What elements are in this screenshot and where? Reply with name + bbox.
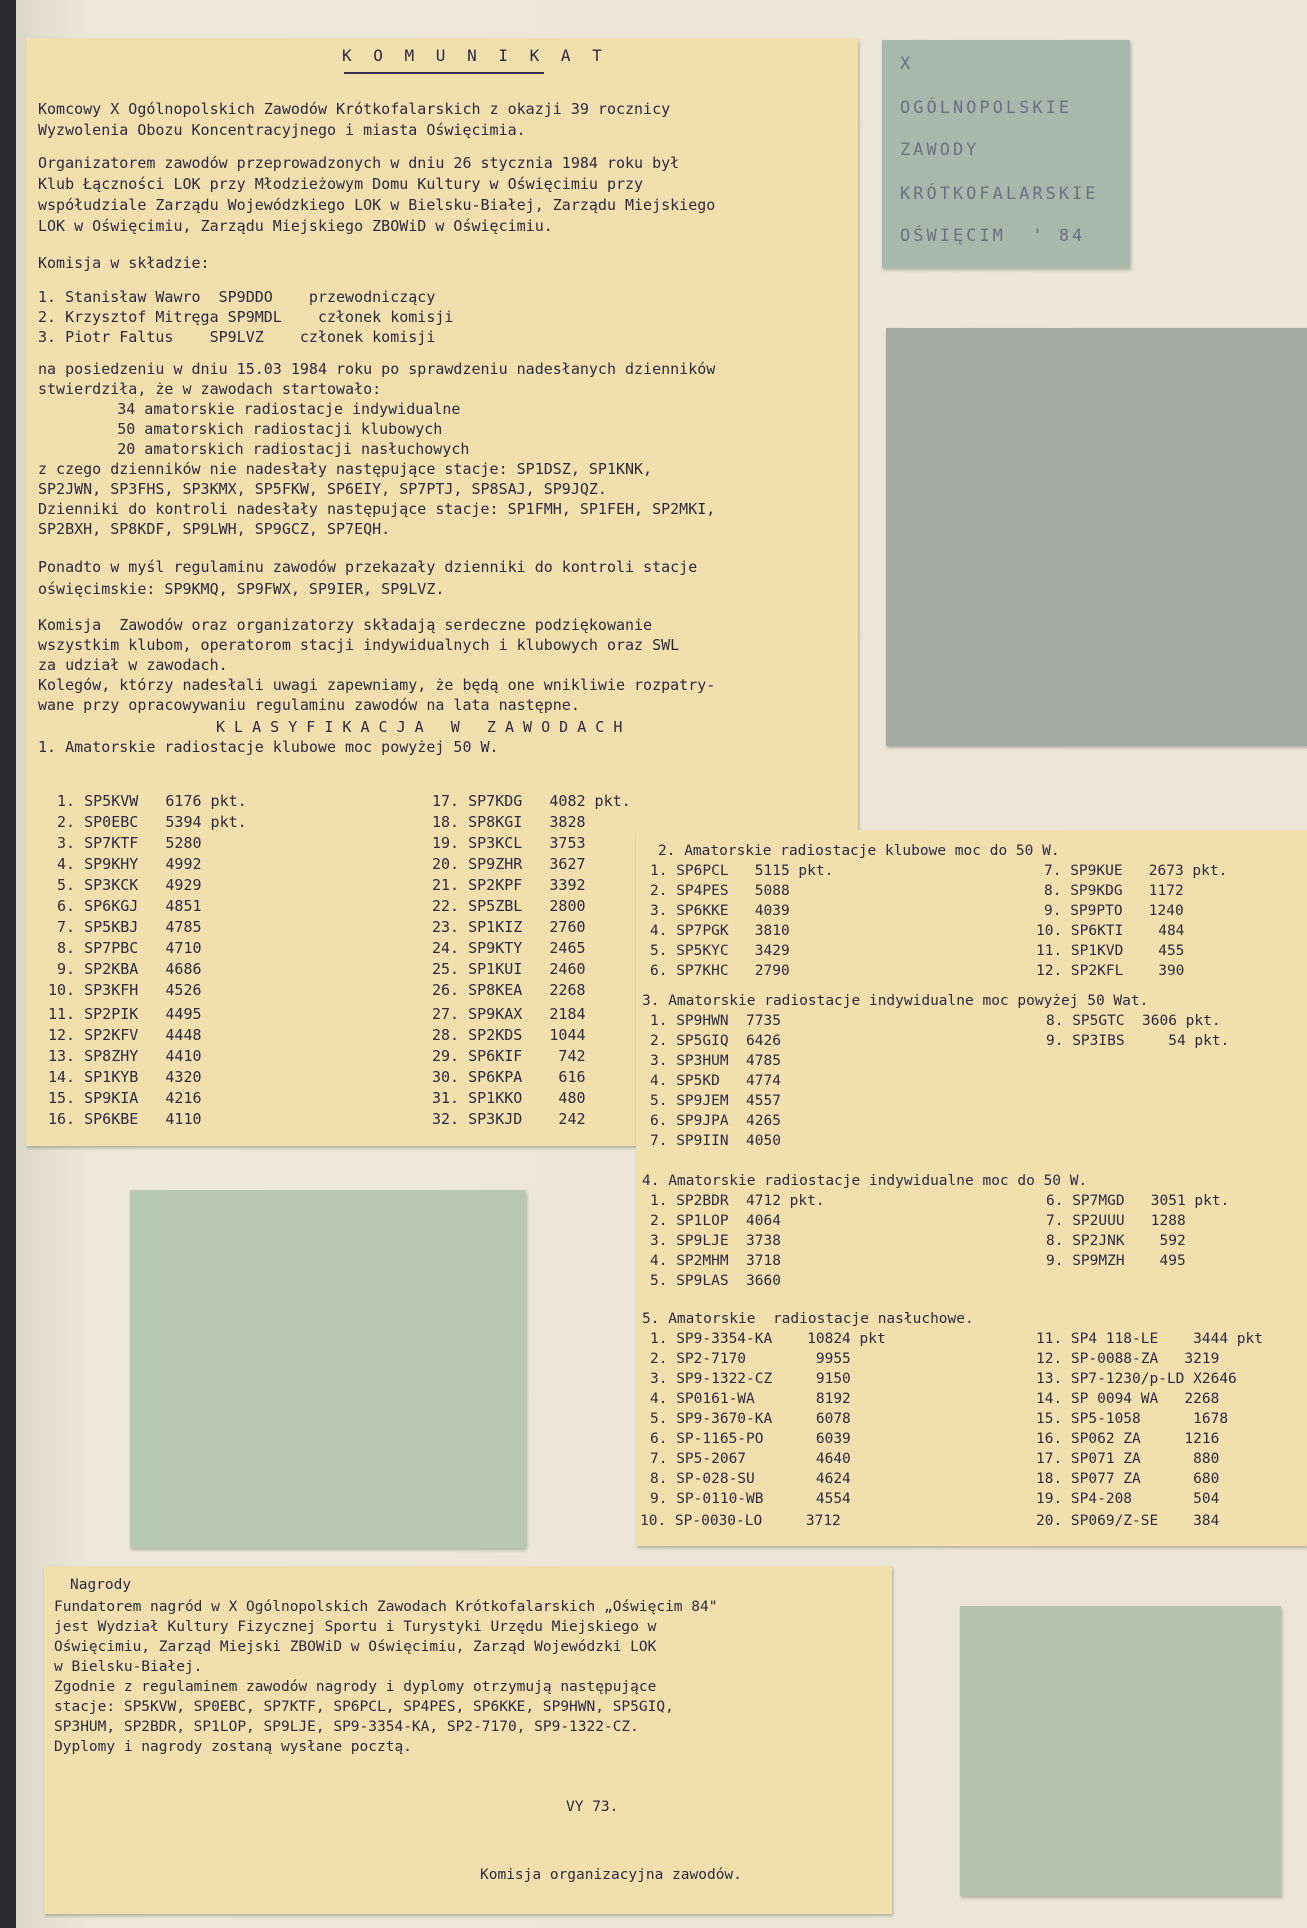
cat1-entry: 28. SP2KDS 1044 <box>432 1026 586 1044</box>
category-3-heading: 3. Amatorskie radiostacje indywidualne moc powyżej 50 Wat. <box>642 993 1149 1009</box>
cat3-entry: 5. SP9JEM 4557 <box>650 1093 781 1109</box>
thanks-line: Komisja Zawodów oraz organizatorzy składają serdeczne podziękowanie <box>38 616 653 634</box>
findings-line: 20 amatorskich radiostacji nasłuchowych <box>54 440 470 458</box>
overprint-line: X <box>900 54 914 74</box>
cat5-entry: 8. SP-028-SU 4624 <box>650 1471 851 1487</box>
findings-line: z czego dzienników nie nadesłały następujące stacje: SP1DSZ, SP1KNK, <box>38 460 653 478</box>
cat5-entry: 17. SP071 ZA 880 <box>1036 1451 1220 1467</box>
cat1-entry: 5. SP3KCK 4929 <box>48 876 202 894</box>
cat1-entry: 21. SP2KPF 3392 <box>432 876 586 894</box>
findings-line: Dzienniki do kontroli nadesłały następujące stacje: SP1FMH, SP1FEH, SP2MKI, <box>38 500 716 518</box>
cat5-entry: 20. SP069/Z-SE 384 <box>1036 1513 1220 1529</box>
thanks-line: za udział w zawodach. <box>38 656 228 674</box>
cat2-entry: 9. SP9PTO 1240 <box>1044 903 1184 919</box>
title-underline <box>344 72 544 74</box>
cat2-entry: 1. SP6PCL 5115 pkt. <box>650 863 834 879</box>
cat1-entry: 29. SP6KIF 742 <box>432 1047 586 1065</box>
thanks-line: Kolegów, którzy nadesłali uwagi zapewniamy, że będą one wnikliwie rozpatry- <box>38 676 716 694</box>
cat1-entry: 12. SP2KFV 4448 <box>48 1026 202 1044</box>
cat4-entry: 4. SP2MHM 3718 <box>650 1253 781 1269</box>
cat2-entry: 7. SP9KUE 2673 pkt. <box>1044 863 1228 879</box>
cat4-entry: 8. SP2JNK 592 <box>1046 1233 1186 1249</box>
cat5-entry: 15. SP5-1058 1678 <box>1036 1411 1229 1427</box>
category-5-heading: 5. Amatorskie radiostacje nasłuchowe. <box>642 1311 974 1327</box>
cat3-entry: 3. SP3HUM 4785 <box>650 1053 781 1069</box>
cat2-entry: 6. SP7KHC 2790 <box>650 963 790 979</box>
reference-mark: VY 73. <box>566 1799 619 1815</box>
cat1-entry: 32. SP3KJD 242 <box>432 1110 586 1128</box>
cat1-entry: 10. SP3KFH 4526 <box>48 981 202 999</box>
cat2-entry: 10. SP6KTI 484 <box>1036 923 1185 939</box>
findings-line: SP2BXH, SP8KDF, SP9LWH, SP9GCZ, SP7EQH. <box>38 520 391 538</box>
thanks-line: wane przy opracowywaniu regulaminu zawodów na lata następne. <box>38 696 580 714</box>
cat3-entry: 8. SP5GTC 3606 pkt. <box>1046 1013 1221 1029</box>
cat5-entry: 10. SP-0030-LO 3712 <box>640 1513 841 1529</box>
control-line: Ponadto w myśl regulaminu zawodów przekazały dzienniki do kontroli stacje <box>38 558 698 576</box>
cat1-entry: 31. SP1KKO 480 <box>432 1089 586 1107</box>
awards-line: Oświęcimiu, Zarząd Miejski ZBOWiD w Oświęcimiu, Zarząd Wojewódzki LOK <box>54 1639 657 1655</box>
signature-line: Komisja organizacyjna zawodów. <box>480 1867 742 1883</box>
cat4-entry: 5. SP9LAS 3660 <box>650 1273 781 1289</box>
cat1-entry: 17. SP7KDG 4082 pkt. <box>432 792 631 810</box>
overprint-line: KRÓTKOFALARSKIE <box>900 184 1099 204</box>
findings-line: 34 amatorskie radiostacje indywidualne <box>54 400 461 418</box>
cat1-entry: 22. SP5ZBL 2800 <box>432 897 586 915</box>
cat1-entry: 30. SP6KPA 616 <box>432 1068 586 1086</box>
committee-member: 2. Krzysztof Mitręga SP9MDL członek komisji <box>38 308 454 326</box>
cat1-entry: 24. SP9KTY 2465 <box>432 939 586 957</box>
findings-line: stwierdziła, że w zawodach startowało: <box>38 380 382 398</box>
awards-line: Dyplomy i nagrody zostaną wysłane pocztą. <box>54 1739 412 1755</box>
cat1-entry: 27. SP9KAX 2184 <box>432 1005 586 1023</box>
cat1-entry: 11. SP2PIK 4495 <box>48 1005 202 1023</box>
cat5-entry: 11. SP4 118-LE 3444 pkt <box>1036 1331 1263 1347</box>
classification-title: K L A S Y F I K A C J A W Z A W O D A C H <box>216 718 623 736</box>
cat5-entry: 5. SP9-3670-KA 6078 <box>650 1411 851 1427</box>
cat1-entry: 20. SP9ZHR 3627 <box>432 855 586 873</box>
cat1-entry: 1. SP5KVW 6176 pkt. <box>48 792 247 810</box>
cat3-entry: 9. SP3IBS 54 pkt. <box>1046 1033 1230 1049</box>
awards-clipping <box>44 1566 892 1914</box>
committee-member: 3. Piotr Faltus SP9LVZ członek komisji <box>38 328 436 346</box>
cat5-entry: 14. SP 0094 WA 2268 <box>1036 1391 1220 1407</box>
overprint-line: OGÓLNOPOLSKIE <box>900 98 1073 118</box>
committee-heading: Komisja w składzie: <box>38 254 210 272</box>
control-line: oświęcimskie: SP9KMQ, SP9FWX, SP9IER, SP9LVZ. <box>38 580 445 598</box>
category-1-heading: 1. Amatorskie radiostacje klubowe moc powyżej 50 W. <box>38 738 499 756</box>
cat1-entry: 8. SP7PBC 4710 <box>48 939 202 957</box>
awards-line: SP3HUM, SP2BDR, SP1LOP, SP9LJE, SP9-3354-KA, SP2-7170, SP9-1322-CZ. <box>54 1719 639 1735</box>
cat1-entry: 16. SP6KBE 4110 <box>48 1110 202 1128</box>
cat1-entry: 18. SP8KGI 3828 <box>432 813 586 831</box>
cat5-entry: 7. SP5-2067 4640 <box>650 1451 851 1467</box>
cat5-entry: 18. SP077 ZA 680 <box>1036 1471 1220 1487</box>
album-binding <box>0 0 16 1928</box>
awards-line: w Bielsku-Białej. <box>54 1659 203 1675</box>
cat1-entry: 13. SP8ZHY 4410 <box>48 1047 202 1065</box>
cat2-entry: 12. SP2KFL 390 <box>1036 963 1185 979</box>
category-2-heading: 2. Amatorskie radiostacje klubowe moc do 50 W. <box>658 843 1060 859</box>
findings-line: na posiedzeniu w dniu 15.03 1984 roku po sprawdzeniu nadesłanych dzienników <box>38 360 716 378</box>
cat3-entry: 7. SP9IIN 4050 <box>650 1133 781 1149</box>
cat5-entry: 12. SP-0088-ZA 3219 <box>1036 1351 1220 1367</box>
cat2-entry: 4. SP7PGK 3810 <box>650 923 790 939</box>
cat1-entry: 14. SP1KYB 4320 <box>48 1068 202 1086</box>
komunikat-title: K O M U N I K A T <box>342 46 608 65</box>
cat4-entry: 6. SP7MGD 3051 pkt. <box>1046 1193 1230 1209</box>
cat5-entry: 1. SP9-3354-KA 10824 pkt <box>650 1331 886 1347</box>
awards-line: jest Wydział Kultury Fizycznej Sportu i Turystyki Urzędu Miejskiego w <box>54 1619 657 1635</box>
organizer-line: Klub Łączności LOK przy Młodzieżowym Domu Kultury w Oświęcimiu przy <box>38 175 644 193</box>
overprint-line: ZAWODY <box>900 140 980 160</box>
organizer-line: współudziale Zarządu Wojewódzkiego LOK w Bielsku-Białej, Zarządu Miejskiego <box>38 196 716 214</box>
cat5-entry: 4. SP0161-WA 8192 <box>650 1391 851 1407</box>
cat1-entry: 15. SP9KIA 4216 <box>48 1089 202 1107</box>
green-swatch <box>960 1606 1281 1896</box>
organizer-line: LOK w Oświęcimiu, Zarządu Miejskiego ZBOWiD w Oświęcimiu. <box>38 217 553 235</box>
cat2-entry: 8. SP9KDG 1172 <box>1044 883 1184 899</box>
cat1-entry: 3. SP7KTF 5280 <box>48 834 202 852</box>
intro-line: Wyzwolenia Obozu Koncentracyjnego i miasta Oświęcimia. <box>38 121 526 139</box>
awards-line: stacje: SP5KVW, SP0EBC, SP7KTF, SP6PCL, SP4PES, SP6KKE, SP9HWN, SP5GIQ, <box>54 1699 674 1715</box>
awards-heading: Nagrody <box>70 1577 132 1593</box>
cat3-entry: 1. SP9HWN 7735 <box>650 1013 781 1029</box>
cat4-entry: 2. SP1LOP 4064 <box>650 1213 781 1229</box>
cat1-entry: 9. SP2KBA 4686 <box>48 960 202 978</box>
thanks-line: wszystkim klubom, operatorom stacji indywidualnych i klubowych oraz SWL <box>38 636 680 654</box>
committee-member: 1. Stanisław Wawro SP9DDO przewodniczący <box>38 288 436 306</box>
cat1-entry: 4. SP9KHY 4992 <box>48 855 202 873</box>
classification-clipping <box>636 830 1307 1546</box>
awards-line: Zgodnie z regulaminem zawodów nagrody i dyplomy otrzymują następujące <box>54 1679 657 1695</box>
cat2-entry: 11. SP1KVD 455 <box>1036 943 1185 959</box>
gray-swatch <box>886 328 1307 746</box>
cat5-entry: 9. SP-0110-WB 4554 <box>650 1491 851 1507</box>
cat5-entry: 6. SP-1165-PO 6039 <box>650 1431 851 1447</box>
cat1-entry: 6. SP6KGJ 4851 <box>48 897 202 915</box>
overprint-swatch <box>882 40 1130 268</box>
cat5-entry: 13. SP7-1230/p-LD X2646 <box>1036 1371 1237 1387</box>
cat4-entry: 3. SP9LJE 3738 <box>650 1233 781 1249</box>
cat1-entry: 2. SP0EBC 5394 pkt. <box>48 813 247 831</box>
cat5-entry: 19. SP4-208 504 <box>1036 1491 1220 1507</box>
cat5-entry: 2. SP2-7170 9955 <box>650 1351 851 1367</box>
cat4-entry: 1. SP2BDR 4712 pkt. <box>650 1193 825 1209</box>
cat5-entry: 16. SP062 ZA 1216 <box>1036 1431 1220 1447</box>
cat3-entry: 6. SP9JPA 4265 <box>650 1113 781 1129</box>
overprint-line: OŚWIĘCIM ' 84 <box>900 226 1086 246</box>
cat1-entry: 26. SP8KEA 2268 <box>432 981 586 999</box>
cat2-entry: 2. SP4PES 5088 <box>650 883 790 899</box>
organizer-line: Organizatorem zawodów przeprowadzonych w dniu 26 stycznia 1984 roku był <box>38 154 680 172</box>
green-swatch <box>130 1190 526 1548</box>
cat1-entry: 19. SP3KCL 3753 <box>432 834 586 852</box>
intro-line: Komcowy X Ogólnopolskich Zawodów Krótkofalarskich z okazji 39 rocznicy <box>38 100 671 118</box>
findings-line: SP2JWN, SP3FHS, SP3KMX, SP5FKW, SP6EIY, SP7PTJ, SP8SAJ, SP9JQZ. <box>38 480 607 498</box>
category-4-heading: 4. Amatorskie radiostacje indywidualne moc do 50 W. <box>642 1173 1088 1189</box>
cat1-entry: 23. SP1KIZ 2760 <box>432 918 586 936</box>
cat5-entry: 3. SP9-1322-CZ 9150 <box>650 1371 851 1387</box>
cat3-entry: 2. SP5GIQ 6426 <box>650 1033 781 1049</box>
cat1-entry: 25. SP1KUI 2460 <box>432 960 586 978</box>
findings-line: 50 amatorskich radiostacji klubowych <box>54 420 443 438</box>
awards-line: Fundatorem nagród w X Ogólnopolskich Zawodach Krótkofalarskich „Oświęcim 84" <box>54 1599 718 1615</box>
cat4-entry: 9. SP9MZH 495 <box>1046 1253 1186 1269</box>
cat4-entry: 7. SP2UUU 1288 <box>1046 1213 1186 1229</box>
cat3-entry: 4. SP5KD 4774 <box>650 1073 781 1089</box>
cat1-entry: 7. SP5KBJ 4785 <box>48 918 202 936</box>
cat2-entry: 5. SP5KYC 3429 <box>650 943 790 959</box>
cat2-entry: 3. SP6KKE 4039 <box>650 903 790 919</box>
